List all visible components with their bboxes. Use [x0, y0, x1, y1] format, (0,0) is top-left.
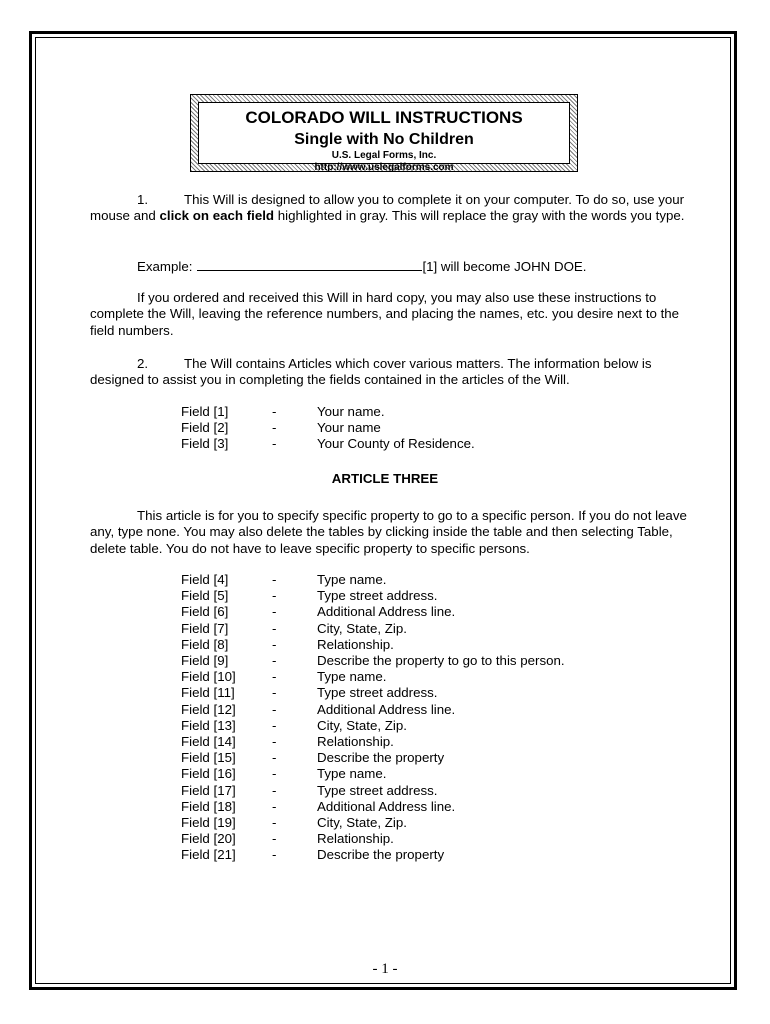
field-label: Field [15] [181, 750, 236, 766]
field-description: Your name. [317, 404, 385, 419]
field-dash: - [272, 815, 277, 831]
title-box [190, 94, 578, 172]
example-blank-field [197, 258, 422, 271]
page-number: - 1 - [372, 961, 398, 977]
field-label: Field [14] [181, 734, 236, 750]
article-three-heading: ARTICLE THREE [331, 471, 439, 486]
field-row [181, 815, 565, 831]
example-suffix: [1] will become JOHN DOE. [422, 259, 587, 274]
field-description: Relationship. [317, 831, 394, 847]
field-description: Describe the property [317, 750, 445, 766]
field-dash: - [272, 404, 277, 419]
field-description: Type street address. [317, 685, 438, 701]
field-description: Type name. [317, 669, 387, 685]
field-row [181, 621, 565, 637]
paragraph-2 [90, 356, 690, 389]
field-label: Field [17] [181, 782, 236, 798]
document-title: COLORADO WILL INSTRUCTIONS [245, 108, 523, 127]
field-label: Field [18] [181, 798, 236, 814]
field-row [181, 685, 565, 701]
field-row [181, 653, 565, 669]
field-row [181, 604, 565, 620]
field-dash: - [272, 604, 277, 620]
field-dash: - [272, 701, 277, 717]
field-dash: - [272, 620, 277, 636]
field-row [181, 588, 565, 604]
field-description: Describe the property to go to this person. [317, 653, 565, 669]
field-description: Type name. [317, 572, 387, 587]
field-dash: - [272, 831, 277, 847]
paragraph-1-text-b: highlighted in gray. This will replace the gray with the words you type. [274, 208, 685, 224]
company-name: U.S. Legal Forms, Inc. [331, 150, 437, 161]
field-dash: - [272, 847, 277, 863]
field-label: Field [20] [181, 831, 236, 847]
field-row [181, 750, 565, 766]
paragraph-1-bold: click on each field [159, 208, 275, 224]
field-description: Relationship. [317, 636, 394, 652]
field-label: Field [1] [181, 404, 229, 419]
field-label: Field [10] [181, 669, 236, 685]
field-description: City, State, Zip. [317, 815, 407, 831]
field-row [181, 669, 565, 685]
field-label: Field [6] [181, 604, 229, 620]
field-description: City, State, Zip. [317, 620, 407, 636]
field-row [181, 420, 475, 436]
field-description: Your County of Residence. [317, 436, 475, 452]
field-row [181, 702, 565, 718]
field-label: Field [4] [181, 572, 229, 587]
field-dash: - [272, 734, 277, 750]
field-label: Field [3] [181, 436, 229, 452]
field-row [181, 766, 565, 782]
field-label: Field [7] [181, 620, 229, 636]
field-label: Field [9] [181, 653, 229, 669]
field-dash: - [272, 669, 277, 685]
field-row [181, 637, 565, 653]
field-dash: - [272, 653, 277, 669]
article-three-text: This article is for you to specify specific property to go to a specific person. If you do not leave any, type none. You may also delete the tables by clicking inside the table and then selecting Table, delete table. You do not have to leave specific property to specific persons. [90, 508, 687, 556]
field-label: Field [19] [181, 815, 236, 831]
company-url: http://www.uslegalforms.com [314, 162, 454, 173]
field-description: Type street address. [317, 588, 438, 604]
field-label: Field [8] [181, 636, 229, 652]
field-dash: - [272, 436, 277, 452]
field-row [181, 436, 475, 452]
field-description: Your name [317, 420, 381, 436]
field-label: Field [11] [181, 685, 235, 701]
field-row [181, 572, 565, 588]
field-row [181, 734, 565, 750]
example-label: Example: [137, 259, 193, 274]
field-description: Additional Address line. [317, 798, 456, 814]
field-dash: - [272, 750, 277, 766]
field-row [181, 847, 565, 863]
paragraph-1-number: 1. [137, 192, 149, 207]
title-box-inner [198, 102, 570, 173]
field-description: Additional Address line. [317, 604, 456, 620]
field-dash: - [272, 798, 277, 814]
field-dash: - [272, 766, 277, 782]
paragraph-2-number: 2. [137, 356, 149, 371]
paragraph-2-text: The Will contains Articles which cover various matters. The information below is designed to assist you in completing the fields contained in the articles of the Will. [90, 356, 652, 388]
document-subtitle: Single with No Children [294, 131, 474, 148]
field-row [181, 783, 565, 799]
field-label: Field [5] [181, 588, 229, 604]
example-line [90, 258, 690, 275]
field-description: Describe the property [317, 847, 445, 863]
paragraph-1-text-a: This Will is designed to allow you to complete it on your computer. To do so, use your mouse and [90, 192, 685, 224]
field-description: Type street address. [317, 782, 438, 798]
field-description: Type name. [317, 766, 387, 782]
field-dash: - [272, 717, 277, 733]
field-label: Field [16] [181, 766, 236, 782]
field-row [181, 404, 475, 420]
field-dash: - [272, 420, 277, 436]
field-dash: - [272, 782, 277, 798]
field-list-b [181, 572, 565, 864]
field-label: Field [13] [181, 717, 236, 733]
field-dash: - [272, 588, 277, 604]
field-description: City, State, Zip. [317, 717, 407, 733]
paragraph-hardcopy [90, 290, 690, 339]
field-description: Additional Address line. [317, 701, 456, 717]
article-three-paragraph [90, 508, 690, 557]
field-dash: - [272, 636, 277, 652]
field-label: Field [2] [181, 420, 229, 436]
field-dash: - [272, 572, 277, 587]
field-list-a [181, 404, 475, 453]
field-description: Relationship. [317, 734, 394, 750]
paragraph-1 [90, 192, 690, 225]
field-row [181, 799, 565, 815]
field-row [181, 718, 565, 734]
field-label: Field [21] [181, 847, 236, 863]
field-dash: - [272, 685, 277, 701]
field-row [181, 831, 565, 847]
paragraph-hardcopy-text: If you ordered and received this Will in hard copy, you may also use these instructions to complete the Will, leaving the reference numbers, and placing the names, etc. you desire next to the field numbers. [90, 290, 680, 338]
field-label: Field [12] [181, 701, 236, 717]
